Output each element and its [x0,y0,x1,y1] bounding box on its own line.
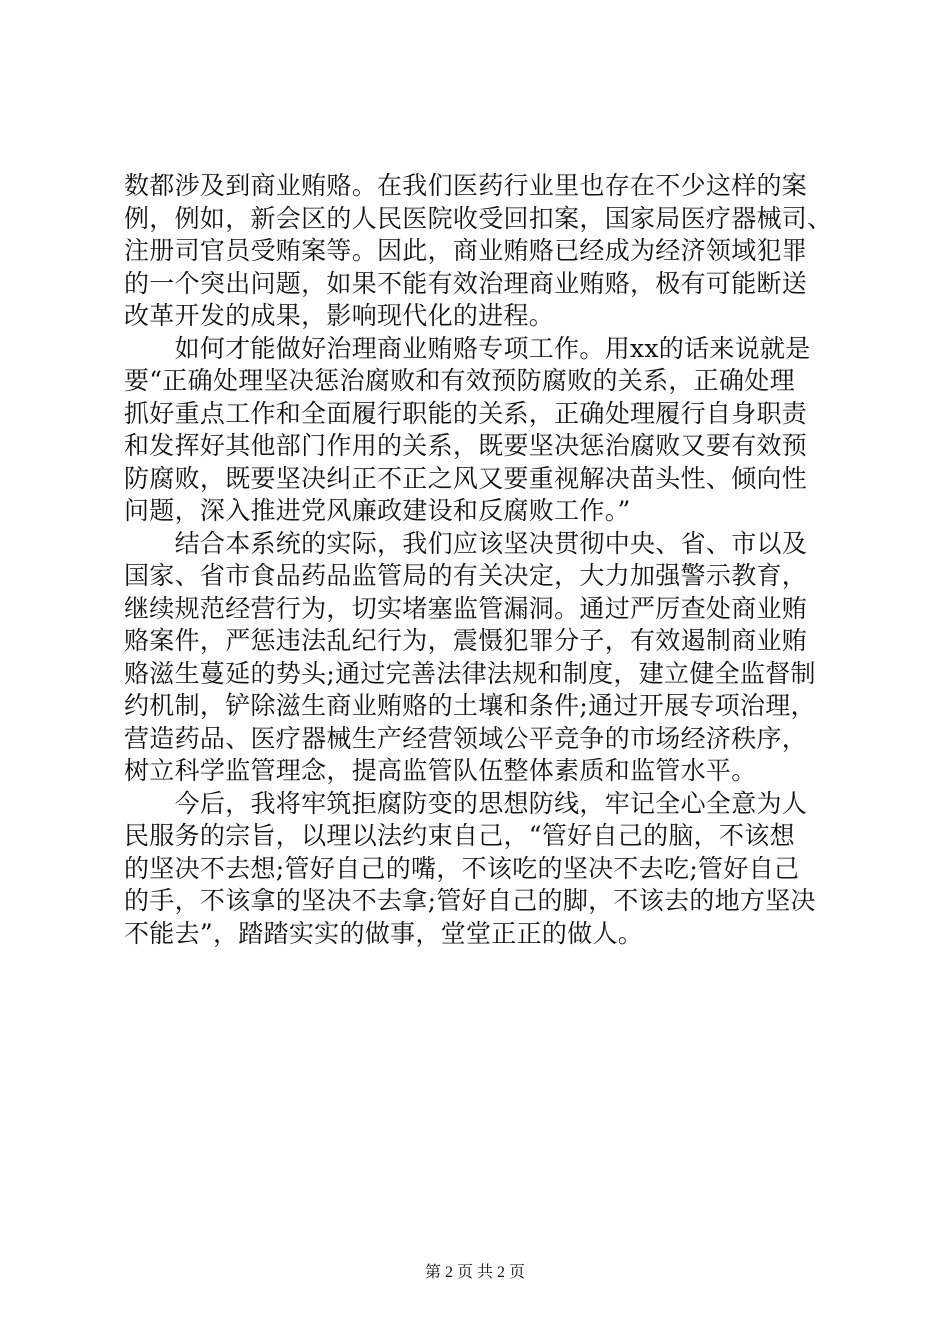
page-number-footer: 第 2 页 共 2 页 [424,1264,525,1281]
text-line: 约机制，铲除滋生商业贿赂的土壤和条件;通过开展专项治理， [124,691,816,720]
text-line: 的坚决不去想;管好自己的嘴，不该吃的坚决不去吃;管好自己 [124,853,800,883]
text-line: 结合本系统的实际，我们应该坚决贯彻中央、省、市以及 [124,528,808,558]
text-line: 的手，不该拿的坚决不去拿;管好自己的脚，不该去的地方坚决 [124,886,816,915]
text-line: 民服务的宗旨，以理以法约束自己，“管好自己的脑，不该想 [124,821,795,850]
text-line: 赂案件，严惩违法乱纪行为，震慑犯罪分子，有效遏制商业贿 [124,626,808,655]
text-line: 要“正确处理坚决惩治腐败和有效预防腐败的关系，正确处理 [124,366,795,395]
text-line: 如何才能做好治理商业贿赂专项工作。用xx的话来说就是 [124,333,811,363]
text-line: 和发挥好其他部门作用的关系，既要坚决惩治腐败又要有效预 [124,431,808,460]
text-line: 今后，我将牢筑拒腐防变的思想防线，牢记全心全意为人 [124,788,808,818]
text-line: 赂滋生蔓延的势头;通过完善法律法规和制度，建立健全监督制 [124,658,816,688]
text-line: 改革开发的成果，影响现代化的进程。 [124,301,555,330]
text-line: 数都涉及到商业贿赂。在我们医药行业里也存在不少这样的案 [124,171,808,200]
text-line: 问题，深入推进党风廉政建设和反腐败工作。” [124,496,631,525]
text-line: 国家、省市食品药品监管局的有关决定，大力加强警示教育， [124,561,808,590]
text-line: 防腐败，既要坚决纠正不正之风又要重视解决苗头性、倾向性 [124,463,808,493]
body-text [124,170,836,950]
text-line: 继续规范经营行为，切实堵塞监管漏洞。通过严厉查处商业贿 [124,593,808,623]
text-line: 营造药品、医疗器械生产经营领域公平竞争的市场经济秩序， [124,723,808,753]
text-line: 例，例如，新会区的人民医院收受回扣案，国家局医疗器械司、 [124,203,833,233]
text-line: 抓好重点工作和全面履行职能的关系，正确处理履行自身职责 [124,398,808,428]
text-line: 不能去”，踏踏实实的做事，堂堂正正的做人。 [124,918,644,948]
text-line: 树立科学监管理念，提高监管队伍整体素质和监管水平。 [124,756,757,785]
text-line: 的一个突出问题，如果不能有效治理商业贿赂，极有可能断送 [124,268,808,298]
text-line: 注册司官员受贿案等。因此，商业贿赂已经成为经济领域犯罪 [124,236,808,265]
